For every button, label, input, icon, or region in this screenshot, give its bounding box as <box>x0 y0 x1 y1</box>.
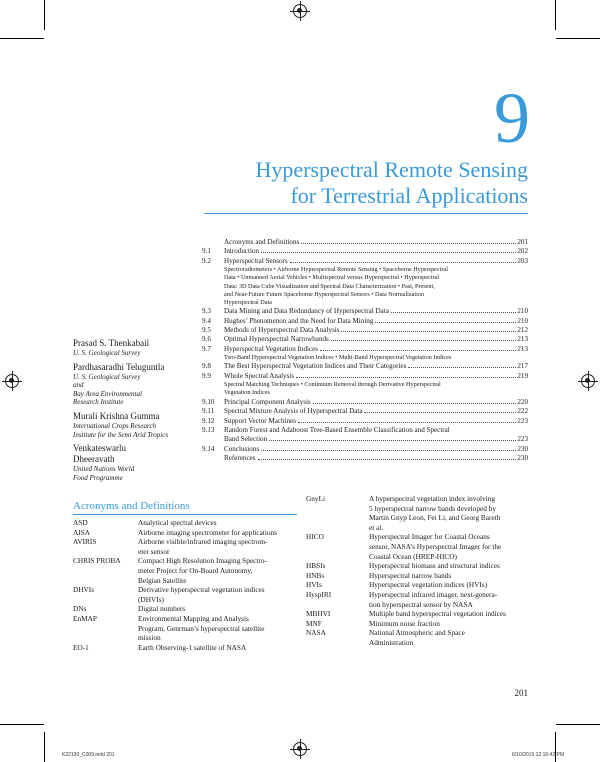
acronym-term: DNs <box>73 604 87 614</box>
section-heading: Acronyms and Definitions <box>73 500 190 512</box>
acronym-definition-line: Hyperspectral infrared imager, next-genera- <box>369 589 498 599</box>
toc-page: 220 <box>517 397 528 406</box>
acronym-definition-line: Martin Gnyp Leon, Fei Li, and Georg Bareth <box>369 513 501 523</box>
page-number: 201 <box>514 688 528 698</box>
acronym-definition-line: Hyperspectral Imager for Coastal Oceans <box>369 532 490 542</box>
toc-title: Spectral Mixture Analysis of Hyperspectral Data <box>224 407 363 416</box>
toc-page: 230 <box>517 454 528 463</box>
acronym-definition-line: A hyperspectral vegetation index involving <box>369 494 496 503</box>
acronym-definition-line: Airborne visible/infrared imaging spectrom- <box>138 537 268 547</box>
acronym-term: CHRIS PROBA <box>73 556 121 566</box>
toc-title: Hyperspectral Sensors <box>224 256 288 265</box>
acronym-definition-line: Coastal Ocean (HREP-HICO) <box>369 551 457 561</box>
acronym-definition-line: Digital numbers <box>138 604 186 614</box>
author-affiliation: United Nations World <box>73 465 135 474</box>
toc-leader <box>341 331 516 332</box>
author-affiliation: U. S. Geological Survey <box>73 349 141 357</box>
crop-mark <box>556 724 600 725</box>
author-block <box>73 338 203 358</box>
toc-row[interactable] <box>202 307 528 316</box>
toc-row[interactable] <box>202 372 528 381</box>
acronym-definition-line: et al. <box>369 522 384 532</box>
acronym-term: MBHVI <box>306 609 331 619</box>
acronym-definition-line: Airborne imaging spectrometer for applications <box>138 527 278 537</box>
acronym-definition-line: Administration <box>369 637 414 647</box>
crop-mark <box>555 0 556 30</box>
acronym-definition-line: Derivative hyperspectral vegetation indices <box>138 585 265 595</box>
acronym-row <box>306 609 528 619</box>
author-name: Pardhasaradhi Teluguntla <box>73 361 165 372</box>
toc-title: Hughes’ Phenomenon and the Need for Data Mining <box>224 316 374 325</box>
acronym-definition <box>369 561 528 571</box>
acronym-row <box>73 643 298 653</box>
toc-row[interactable] <box>202 398 528 407</box>
acronym-definition-line: Compact High Resolution Imaging Spectro- <box>138 556 267 566</box>
acronym-definition <box>138 528 298 538</box>
toc-row[interactable] <box>202 407 528 416</box>
crop-mark <box>556 38 600 39</box>
author-affiliation: Bay Area Environmental <box>73 389 142 398</box>
acronym-definition-line: sensor, NASA’s Hyperspectral Imager for the <box>369 541 502 551</box>
acronym-term: HNBs <box>306 570 325 580</box>
acronym-row <box>73 614 298 643</box>
toc-number: 9.3 <box>202 307 211 316</box>
acronym-definition-line: Environmental Mapping and Analysis <box>138 613 249 623</box>
toc-subtopics: Hyperspectral Data <box>224 299 272 307</box>
toc-subtopics: Data • Unmanned Aerial Vehicles • Multispectral versus Hyperspectral • Hyperspectral <box>224 274 439 282</box>
acronym-definition-line: Program, Genrman’s hyperspectral satellite <box>138 623 265 633</box>
acronym-term: EnMAP <box>73 613 97 623</box>
acronym-definition <box>138 556 298 585</box>
toc-title: Optimal Hyperspectral Narrowbands <box>224 335 329 344</box>
acronym-definition-line: (DHVIs) <box>138 594 164 604</box>
toc-page: 223 <box>517 416 528 425</box>
toc-leader <box>320 350 516 351</box>
toc-page: 230 <box>517 444 528 453</box>
acronym-term: NASA <box>306 628 326 638</box>
toc-page: 217 <box>517 362 528 371</box>
toc-subtopics: Data: 3D Data Cube Visualization and Spectral Data Characterization • Past, Present, <box>224 282 435 290</box>
registration-mark-icon <box>5 374 19 388</box>
acronym-row <box>73 518 298 528</box>
acronym-row <box>306 619 528 629</box>
chapter-title-line: for Terrestrial Applications <box>290 183 528 208</box>
toc-subtopics: and Near-Future Future Spaceborne Hyperspectral Sensors • Data Normalization <box>224 290 424 298</box>
toc-number: 9.6 <box>202 335 211 344</box>
toc-subtopics: Spectroradiometers • Airborne Hyperspectral Remote Sensing • Spaceborne Hyperspectral <box>224 266 448 274</box>
toc-number: 9.7 <box>202 344 211 353</box>
toc-number: 9.11 <box>202 407 215 416</box>
chapter-title-line: Hyperspectral Remote Sensing <box>255 157 528 182</box>
chapter-title <box>256 157 529 209</box>
acronym-row <box>306 590 528 609</box>
toc-row[interactable] <box>202 257 528 266</box>
acronym-definition-line: Belgian Satellite <box>138 575 187 585</box>
acronym-definition-line: meter Project for On-Board Autonomy, <box>138 565 253 575</box>
acronym-term: AVIRIS <box>73 537 97 547</box>
toc-title: Principal Component Analysis <box>224 397 311 406</box>
toc-row[interactable] <box>202 426 528 435</box>
acronym-definition-line: tion hyperspectral sensor by NASA <box>369 599 473 609</box>
toc-page: 203 <box>517 256 528 265</box>
author-block <box>73 411 203 439</box>
acronym-definition <box>369 571 528 581</box>
crop-mark <box>44 0 45 30</box>
toc-number: 9.12 <box>202 416 215 425</box>
acronym-definition-line: eter sensor <box>138 546 170 556</box>
toc-row[interactable] <box>202 247 528 256</box>
acronym-term: HICO <box>306 532 324 542</box>
toc-row[interactable] <box>202 335 528 344</box>
toc-page: 213 <box>517 335 528 344</box>
toc-title: The Best Hyperspectral Vegetation Indices and Their Categories <box>224 362 407 371</box>
acronym-definition <box>369 580 528 590</box>
toc-subtopics: Spectral Matching Techniques • Continuum Removal through Derivative Hyperspectral <box>224 381 441 389</box>
toc-page: 212 <box>517 326 528 335</box>
acronym-definition <box>138 614 298 643</box>
toc-number: 9.2 <box>202 256 211 265</box>
footer-timestamp: 6/10/2015 12:16:42 PM <box>512 752 564 758</box>
author-name: Dheeravath <box>73 454 115 465</box>
acronym-term: HVIs <box>306 580 322 590</box>
author-block <box>73 443 203 482</box>
acronym-term: ASD <box>73 518 88 527</box>
toc-leader <box>301 243 516 244</box>
acronym-list-left <box>73 518 298 652</box>
author-name: Venkateswarlu <box>73 443 126 454</box>
toc-page: 210 <box>517 316 528 325</box>
crop-mark <box>44 732 45 762</box>
author-affiliation: Food Programme <box>73 473 123 482</box>
toc-leader <box>313 403 517 404</box>
acronym-row <box>73 537 298 556</box>
acronym-definition-line: Multiple band hyperspectral vegetation indices <box>369 609 506 619</box>
section-rule <box>73 514 297 515</box>
title-rule <box>204 213 528 214</box>
toc-subtopics: Vegetation Indices <box>224 389 270 397</box>
toc-title: References <box>224 454 256 463</box>
toc-number: 9.5 <box>202 326 211 335</box>
toc-page: 202 <box>517 247 528 256</box>
toc-leader <box>331 340 517 341</box>
acronym-row <box>306 628 528 647</box>
acronym-list-right <box>306 494 528 648</box>
footer-file-info: K22130_C009.indd 201 <box>62 752 115 758</box>
crop-mark <box>0 724 44 725</box>
acronym-definition-line: National Atmospheric and Space <box>369 628 465 638</box>
acronym-definition <box>138 537 298 556</box>
toc-number: 9.10 <box>202 397 215 406</box>
toc-row[interactable] <box>202 417 528 426</box>
toc-leader <box>375 322 516 323</box>
toc-title: Whole Spectral Analysis <box>224 371 295 380</box>
acronym-definition <box>369 532 528 561</box>
author-block <box>73 362 203 407</box>
toc-leader <box>298 422 516 423</box>
acronym-term: EO-1 <box>73 642 89 652</box>
acronym-row <box>306 532 528 561</box>
toc-title: Random Forest and Adaboost Tree-Based Ensemble Classification and Spectral <box>224 425 450 434</box>
table-of-contents <box>202 238 528 464</box>
author-name: Murali Krishna Gumma <box>73 410 160 421</box>
acronym-definition-line: Minimum noise fraction <box>369 618 440 628</box>
acronym-definition <box>138 643 298 653</box>
author-name: Prasad S. Thenkabail <box>73 338 150 348</box>
toc-row[interactable] <box>202 238 528 247</box>
toc-leader <box>391 312 516 313</box>
toc-leader <box>269 440 516 441</box>
toc-leader <box>364 412 516 413</box>
acronym-definition <box>138 518 298 528</box>
acronym-term: HyspIRI <box>306 589 332 599</box>
crop-mark <box>0 38 44 39</box>
toc-row[interactable] <box>202 362 528 371</box>
acronym-row <box>73 585 298 604</box>
toc-leader <box>296 377 516 378</box>
toc-title: Conclusions <box>224 444 260 453</box>
toc-title: Introduction <box>224 247 260 256</box>
acronym-term: MNF <box>306 618 322 628</box>
acronym-row <box>306 571 528 581</box>
acronym-definition-line: Analytical spectral devices <box>138 518 217 527</box>
acronym-definition-line: 5 hyperspectral narrow bands developed by <box>369 503 497 513</box>
toc-page: 201 <box>517 238 528 246</box>
toc-page: 219 <box>517 371 528 380</box>
toc-row[interactable] <box>202 454 528 463</box>
toc-number: 9.13 <box>202 425 215 434</box>
author-affiliation: Institute for the Semi Arid Tropics <box>73 430 169 439</box>
acronym-definition <box>369 494 528 532</box>
toc-title: Band Selection <box>224 435 268 444</box>
toc-number: 9.1 <box>202 247 211 256</box>
toc-row[interactable] <box>202 445 528 454</box>
author-affiliation: and <box>73 381 84 390</box>
acronym-definition <box>138 585 298 604</box>
toc-page: 222 <box>517 407 528 416</box>
toc-subtopics: Two-Band Hyperspectral Vegetation Indices • Multi-Band Hyperspectral Vegetation Indices <box>224 354 452 362</box>
toc-page: 210 <box>517 307 528 316</box>
acronym-definition-line: Hyperspectral narrow bands <box>369 570 452 580</box>
acronym-row <box>73 604 298 614</box>
toc-number: 9.8 <box>202 362 211 371</box>
acronym-term: DHVIs <box>73 585 95 595</box>
toc-title: Data Mining and Data Redundancy of Hyperspectral Data <box>224 307 389 316</box>
toc-title: Support Vector Machines <box>224 416 296 425</box>
acronym-row <box>306 494 528 532</box>
toc-number: 9.14 <box>202 444 215 453</box>
toc-leader <box>261 450 516 451</box>
toc-leader <box>290 262 517 263</box>
registration-mark-icon <box>293 742 307 756</box>
acronym-term: GnyLi <box>306 494 326 503</box>
author-affiliation: Research Institute <box>73 398 124 407</box>
acronym-row <box>306 580 528 590</box>
registration-mark-icon <box>581 374 595 388</box>
toc-page: 223 <box>517 435 528 444</box>
toc-title: Acronyms and Definitions <box>224 238 300 246</box>
toc-number: 9.4 <box>202 316 211 325</box>
registration-mark-icon <box>293 4 307 18</box>
toc-row-continuation <box>202 435 528 444</box>
acronym-row <box>306 561 528 571</box>
acronym-definition-line: Hyperspectral vegetation indices (HVIs) <box>369 580 488 590</box>
toc-number: 9.9 <box>202 371 211 380</box>
acronym-definition-line: mission <box>138 633 161 643</box>
acronym-definition <box>369 619 528 629</box>
author-affiliation: International Crops Research <box>73 421 157 430</box>
chapter-number: 9 <box>494 78 530 158</box>
toc-page: 213 <box>517 344 528 353</box>
acronym-definition <box>369 590 528 609</box>
acronym-row <box>73 556 298 585</box>
acronym-definition <box>369 628 528 647</box>
toc-row[interactable] <box>202 345 528 354</box>
toc-leader <box>261 252 516 253</box>
acronym-definition-line: Earth Observing-1 satellite of NASA <box>138 642 247 652</box>
author-list <box>73 338 203 486</box>
acronym-term: AISA <box>73 527 91 537</box>
acronym-definition <box>138 604 298 614</box>
acronym-definition <box>369 609 528 619</box>
toc-leader <box>408 367 516 368</box>
toc-title: Methods of Hyperspectral Data Analysis <box>224 326 340 335</box>
author-affiliation: U. S. Geological Survey <box>73 372 141 381</box>
acronym-definition-line: Hyperspectral biomass and structural indices <box>369 561 500 571</box>
acronym-row <box>73 528 298 538</box>
toc-title: Hyperspectral Vegetation Indices <box>224 344 319 353</box>
acronym-term: HBSIs <box>306 561 326 571</box>
toc-row[interactable] <box>202 317 528 326</box>
toc-leader <box>258 459 517 460</box>
toc-row[interactable] <box>202 326 528 335</box>
